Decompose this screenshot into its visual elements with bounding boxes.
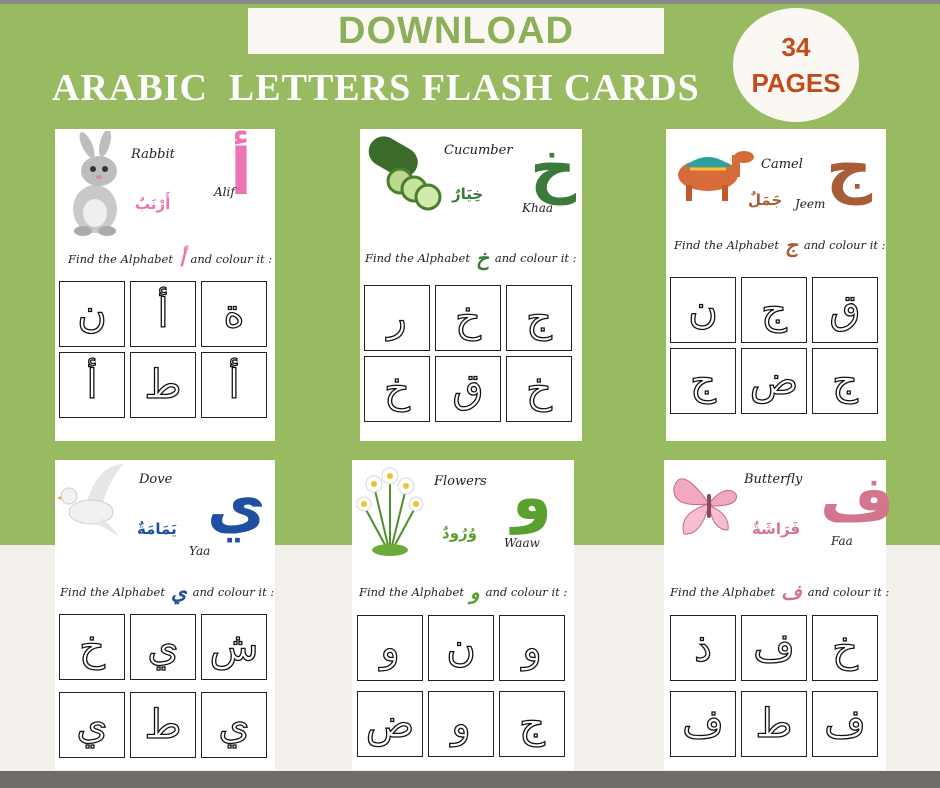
flash-card-jeem bbox=[666, 129, 886, 441]
letter-grid bbox=[59, 281, 267, 418]
word-arabic: أَرْنَبٌ bbox=[135, 195, 171, 213]
word-english: Cucumber bbox=[444, 143, 513, 158]
word-arabic: وُرُودٌ bbox=[442, 524, 477, 542]
find-suffix: and colour it : bbox=[494, 251, 577, 265]
big-letter: خ bbox=[530, 132, 577, 206]
find-instruction bbox=[365, 246, 577, 270]
find-suffix: and colour it : bbox=[192, 585, 275, 599]
find-prefix: Find the Alphabet bbox=[365, 251, 470, 265]
letter-cell[interactable]: خ bbox=[59, 614, 125, 680]
pages-label: PAGES bbox=[751, 68, 841, 98]
letter-cell[interactable]: ن bbox=[428, 615, 494, 681]
word-arabic: جَمَلٌ bbox=[748, 191, 783, 209]
find-instruction bbox=[670, 580, 889, 604]
letter-grid bbox=[364, 285, 572, 422]
letter-cell[interactable]: ن bbox=[59, 281, 125, 347]
find-instruction bbox=[68, 247, 272, 271]
letter-cell[interactable]: ذ bbox=[670, 615, 736, 681]
letter-cell[interactable]: ج bbox=[506, 285, 572, 351]
camel-icon bbox=[670, 145, 760, 205]
big-letter: ج bbox=[826, 132, 873, 206]
page-title: ARABIC LETTERS FLASH CARDS bbox=[52, 67, 700, 109]
big-letter: أ bbox=[230, 136, 252, 210]
find-instruction bbox=[60, 580, 274, 604]
letter-cell[interactable]: ي bbox=[59, 692, 125, 758]
word-english: Butterfly bbox=[744, 472, 803, 487]
letter-grid bbox=[670, 615, 878, 757]
letter-cell[interactable]: ج bbox=[670, 348, 736, 414]
find-suffix: and colour it : bbox=[803, 238, 886, 252]
letter-cell[interactable]: ي bbox=[130, 614, 196, 680]
letter-cell[interactable]: خ bbox=[812, 615, 878, 681]
word-arabic: فَرَاشَةٌ bbox=[752, 520, 801, 538]
find-letter: خ bbox=[475, 246, 489, 270]
letter-name: Yaa bbox=[189, 544, 211, 558]
letter-cell[interactable]: أ bbox=[130, 281, 196, 347]
find-letter: أ bbox=[178, 247, 185, 271]
letter-cell[interactable]: ق bbox=[435, 356, 501, 422]
letter-cell[interactable]: ط bbox=[130, 352, 196, 418]
flash-card-alif bbox=[55, 129, 275, 441]
big-letter: ف bbox=[820, 463, 895, 537]
big-letter: ي bbox=[207, 469, 266, 543]
letter-cell[interactable]: ج bbox=[812, 348, 878, 414]
word-english: Dove bbox=[139, 472, 173, 487]
flash-card-faa bbox=[664, 460, 895, 770]
find-prefix: Find the Alphabet bbox=[60, 585, 165, 599]
letter-cell[interactable]: ض bbox=[357, 691, 423, 757]
letter-name: Jeem bbox=[795, 197, 826, 211]
flash-card-yaa bbox=[55, 460, 275, 770]
flowers-icon bbox=[354, 466, 426, 558]
word-english: Rabbit bbox=[131, 147, 175, 162]
word-arabic: يَمَامَةٌ bbox=[137, 520, 177, 538]
flash-card-khaa bbox=[360, 129, 582, 441]
letter-cell[interactable]: ق bbox=[812, 277, 878, 343]
find-prefix: Find the Alphabet bbox=[674, 238, 779, 252]
letter-name: Waaw bbox=[504, 536, 540, 550]
letter-grid bbox=[357, 615, 565, 757]
letter-grid bbox=[59, 614, 267, 758]
letter-cell[interactable]: ط bbox=[741, 691, 807, 757]
word-english: Flowers bbox=[434, 474, 487, 489]
letter-cell[interactable]: ر bbox=[364, 285, 430, 351]
word-arabic: خِيَارٌ bbox=[452, 185, 484, 203]
letter-name: Faa bbox=[831, 534, 853, 548]
find-suffix: and colour it : bbox=[807, 585, 890, 599]
find-letter: ج bbox=[784, 233, 798, 257]
letter-cell[interactable]: ف bbox=[670, 691, 736, 757]
letter-cell[interactable]: خ bbox=[506, 356, 572, 422]
find-instruction bbox=[674, 233, 886, 257]
letter-cell[interactable]: ش bbox=[201, 614, 267, 680]
find-instruction bbox=[359, 580, 567, 604]
letter-grid bbox=[670, 277, 878, 414]
letter-cell[interactable]: ط bbox=[130, 692, 196, 758]
download-banner[interactable]: DOWNLOAD bbox=[248, 8, 664, 54]
letter-cell[interactable]: ض bbox=[741, 348, 807, 414]
find-letter: و bbox=[469, 580, 480, 604]
letter-cell[interactable]: ج bbox=[499, 691, 565, 757]
find-suffix: and colour it : bbox=[190, 252, 273, 266]
find-prefix: Find the Alphabet bbox=[359, 585, 464, 599]
bottom-strip bbox=[0, 771, 940, 788]
find-letter: ي bbox=[170, 580, 187, 604]
letter-name: Khaa bbox=[522, 201, 554, 215]
letter-cell[interactable]: ن bbox=[670, 277, 736, 343]
cucumber-icon bbox=[362, 135, 446, 211]
letter-name: Alif bbox=[214, 185, 235, 199]
letter-cell[interactable]: و bbox=[357, 615, 423, 681]
rabbit-icon bbox=[61, 131, 129, 239]
letter-cell[interactable]: ي bbox=[201, 692, 267, 758]
letter-cell[interactable]: خ bbox=[364, 356, 430, 422]
letter-cell[interactable]: ج bbox=[741, 277, 807, 343]
letter-cell[interactable]: و bbox=[428, 691, 494, 757]
letter-cell[interactable]: خ bbox=[435, 285, 501, 351]
pages-count: 34 bbox=[781, 32, 811, 62]
butterfly-icon bbox=[670, 464, 746, 540]
flash-card-waaw bbox=[352, 460, 574, 770]
find-prefix: Find the Alphabet bbox=[670, 585, 775, 599]
letter-cell[interactable]: و bbox=[499, 615, 565, 681]
letter-cell[interactable]: أ bbox=[59, 352, 125, 418]
find-letter: ف bbox=[780, 580, 802, 604]
big-letter: و bbox=[512, 461, 552, 535]
letter-cell[interactable]: ة bbox=[201, 281, 267, 347]
word-english: Camel bbox=[761, 157, 803, 172]
dove-icon bbox=[57, 462, 131, 540]
find-suffix: and colour it : bbox=[485, 585, 568, 599]
pages-badge bbox=[733, 8, 859, 122]
letter-cell[interactable]: أ bbox=[201, 352, 267, 418]
find-prefix: Find the Alphabet bbox=[68, 252, 173, 266]
letter-cell[interactable]: ف bbox=[812, 691, 878, 757]
letter-cell[interactable]: ف bbox=[741, 615, 807, 681]
top-line bbox=[0, 0, 940, 4]
